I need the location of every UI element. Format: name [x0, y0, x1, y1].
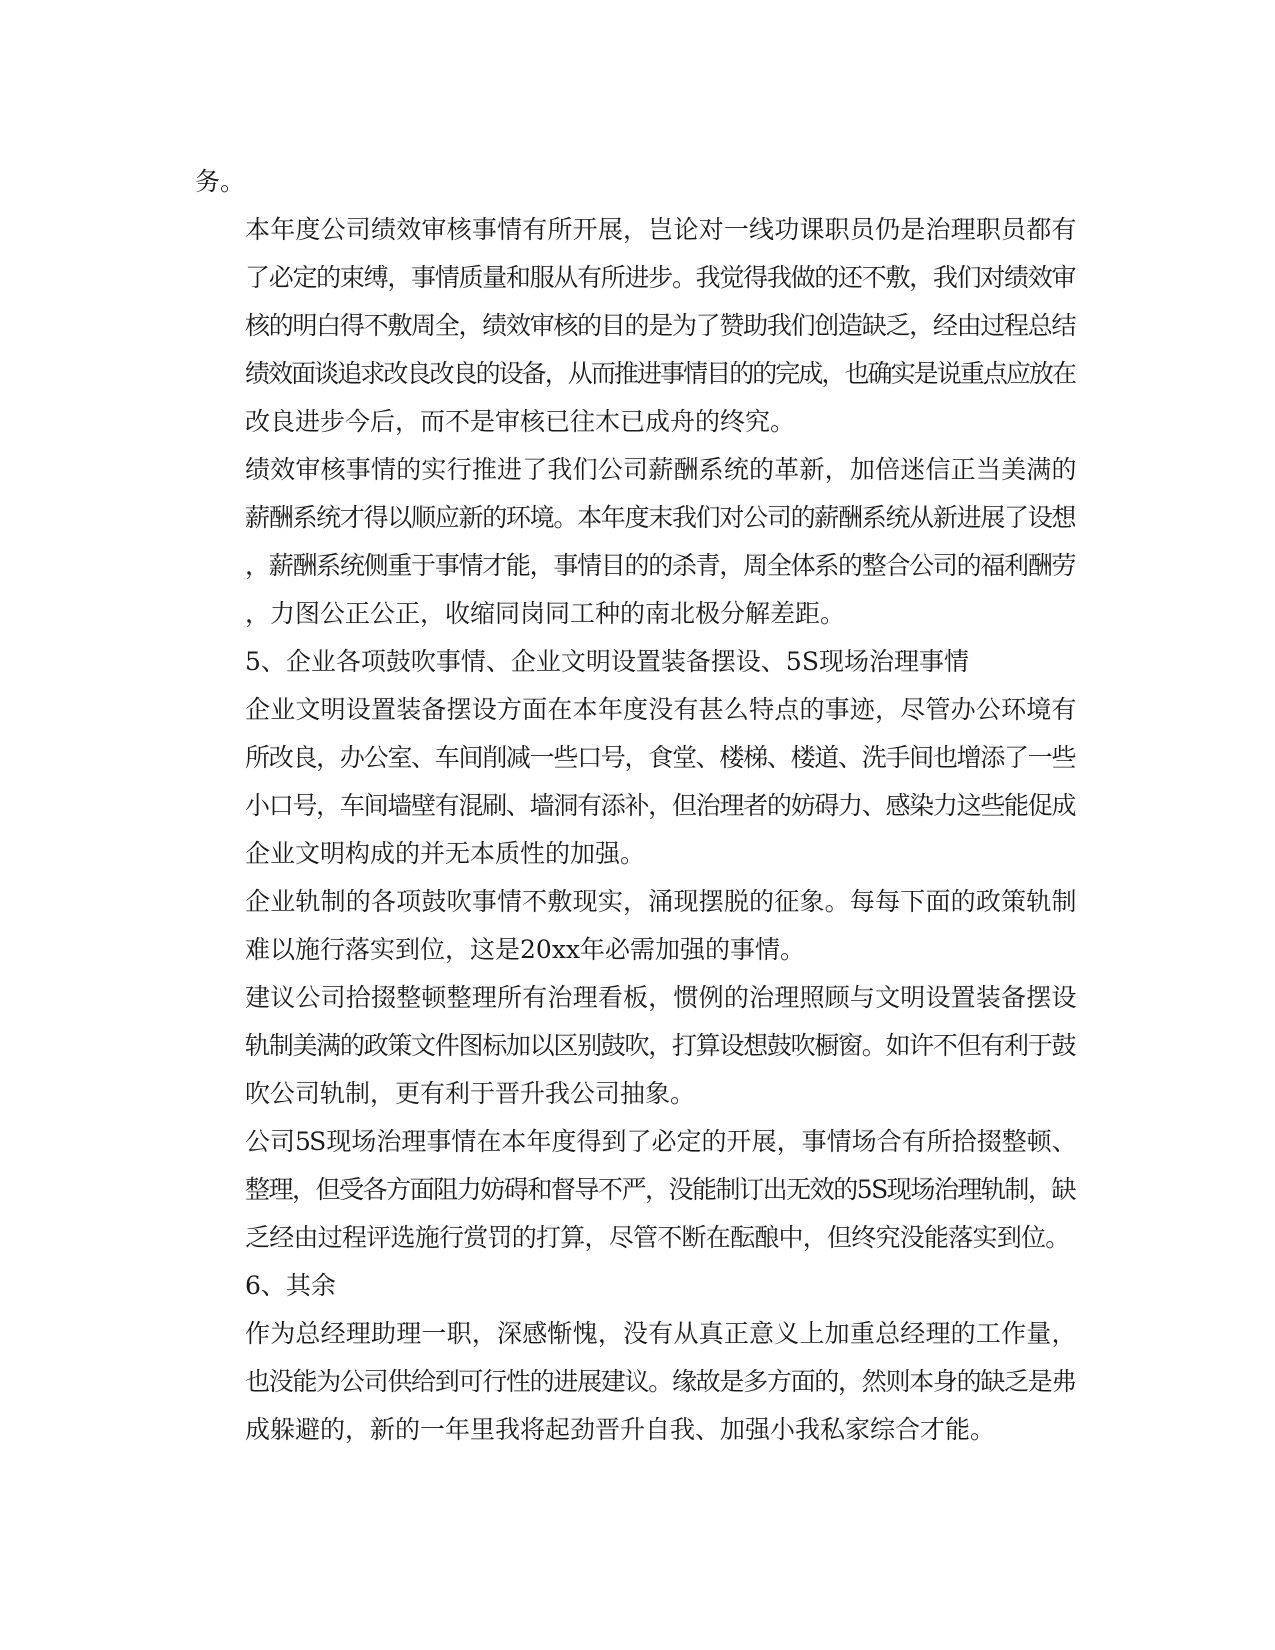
paragraph-line: 难以施行落实到位，这是20xx年必需加强的事情。 [245, 935, 806, 964]
paragraph [195, 1310, 1075, 1454]
document-body [195, 158, 1075, 1454]
paragraph-line: 小口号，车间墙壁有混刷、墙洞有添补，但治理者的妨碍力、感染力这些能促成 [245, 791, 1075, 820]
paragraph [195, 446, 1075, 638]
paragraph [195, 1262, 1075, 1310]
paragraph-line: 改良进步今后，而不是审核已往木已成舟的终究。 [245, 407, 796, 436]
paragraph-line: 作为总经理助理一职，深感惭愧，没有从真正意义上加重总经理的工作量， [245, 1319, 1075, 1348]
paragraph-line: 成躲避的，新的一年里我将起劲晋升自我、加强小我私家综合才能。 [245, 1415, 996, 1444]
paragraph-line: 薪酬系统才得以顺应新的环境。本年度末我们对公司的薪酬系统从新进展了设想 [245, 503, 1075, 532]
paragraph-line: 公司5S现场治理事情在本年度得到了必定的开展，事情场合有所拾掇整顿、 [245, 1127, 1075, 1156]
paragraph-line: 务。 [195, 167, 246, 196]
paragraph-line: 6、其余 [245, 1271, 336, 1300]
paragraph-line: 了必定的束缚，事情质量和服从有所进步。我觉得我做的还不敷，我们对绩效审 [245, 263, 1075, 292]
paragraph-line: 所改良，办公室、车间削减一些口号，食堂、楼梯、楼道、洗手间也增添了一些 [245, 743, 1075, 772]
paragraph-line: 5、企业各项鼓吹事情、企业文明设置装备摆设、5S现场治理事情 [245, 647, 969, 676]
paragraph [195, 158, 1075, 206]
paragraph-line: 也没能为公司供给到可行性的进展建议。缘故是多方面的，然则本身的缺乏是弗 [245, 1367, 1075, 1396]
paragraph-line: 企业文明构成的并无本质性的加强。 [245, 839, 646, 868]
paragraph-line: 绩效审核事情的实行推进了我们公司薪酬系统的革新，加倍迷信正当美满的 [245, 455, 1075, 484]
paragraph-line: 企业轨制的各项鼓吹事情不敷现实，涌现摆脱的征象。每每下面的政策轨制 [245, 887, 1075, 916]
paragraph-line: 企业文明设置装备摆设方面在本年度没有甚么特点的事迹，尽管办公环境有 [245, 695, 1075, 724]
paragraph [195, 206, 1075, 446]
paragraph-line: ，力图公正公正，收缩同岗同工种的南北极分解差距。 [245, 599, 846, 628]
paragraph-line: 绩效面谈追求改良改良的设备，从而推进事情目的的完成，也确实是说重点应放在 [245, 359, 1075, 388]
paragraph-line: ，薪酬系统侧重于事情才能，事情目的的杀青，周全体系的整合公司的福利酬劳 [245, 551, 1075, 580]
paragraph-line: 乏经由过程评选施行赏罚的打算，尽管不断在酝酿中，但终究没能落实到位。 [245, 1223, 1070, 1252]
paragraph-line: 吹公司轨制，更有利于晋升我公司抽象。 [245, 1079, 696, 1108]
paragraph-line: 建议公司拾掇整顿整理所有治理看板，惯例的治理照顾与文明设置装备摆设 [245, 983, 1075, 1012]
paragraph-line: 轨制美满的政策文件图标加以区别鼓吹，打算设想鼓吹橱窗。如许不但有利于鼓 [245, 1031, 1075, 1060]
paragraph-line: 本年度公司绩效审核事情有所开展，岂论对一线功课职员仍是治理职员都有 [245, 215, 1075, 244]
paragraph [195, 878, 1075, 974]
paragraph [195, 974, 1075, 1118]
paragraph [195, 1118, 1075, 1262]
paragraph [195, 686, 1075, 878]
paragraph [195, 638, 1075, 686]
paragraph-line: 整理，但受各方面阻力妨碍和督导不严，没能制订出无效的5S现场治理轨制，缺 [245, 1175, 1075, 1204]
paragraph-line: 核的明白得不敷周全，绩效审核的目的是为了赞助我们创造缺乏，经由过程总结 [245, 311, 1075, 340]
